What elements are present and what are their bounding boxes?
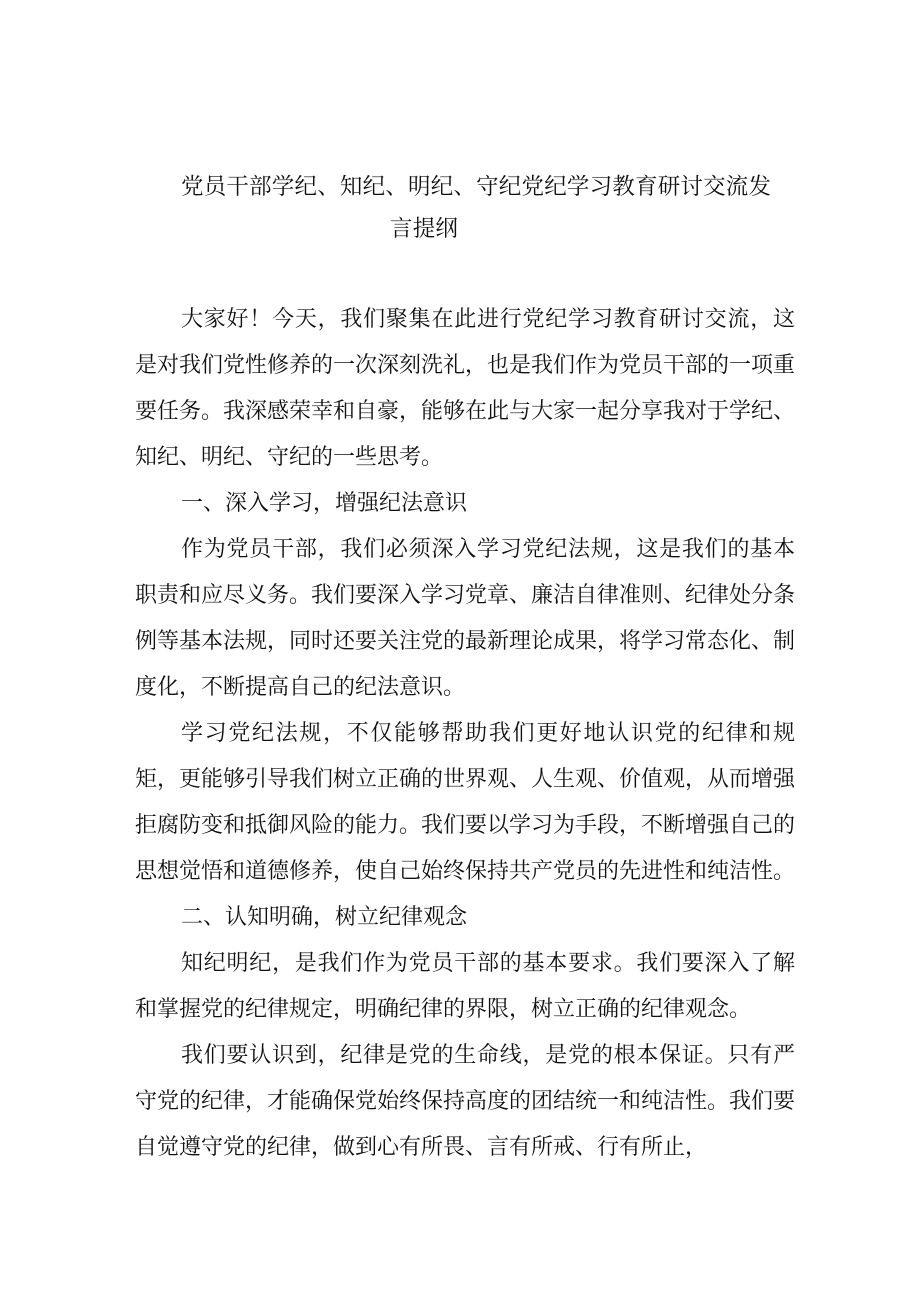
paragraph-section-1-a: 作为党员干部，我们必须深入学习党纪法规，这是我们的基本职责和应尽义务。我们要深入学习党章、廉洁自律准则、纪律处分条例等基本法规，同时还要关注党的最新理论成果，将学习常态化、制度化，不断提高自己的纪法意识。 (135, 537, 796, 700)
title-line-2: 言提纲 (390, 216, 459, 242)
paragraph-greeting: 大家好！今天，我们聚集在此进行党纪学习教育研讨交流，这是对我们党性修养的一次深刻洗礼，也是我们作为党员干部的一项重要任务。我深感荣幸和自豪，能够在此与大家一起分享我对于学纪、知纪、明纪、守纪的一些思考。 (135, 307, 796, 470)
title-line-1: 党员干部学纪、知纪、明纪、守纪党纪学习教育研讨交流发 (181, 174, 772, 200)
document-title (135, 166, 790, 250)
section-heading-2: 二、认知明确，树立纪律观念 (181, 905, 468, 930)
document-body (135, 297, 795, 1171)
paragraph-section-1-b: 学习党纪法规，不仅能够帮助我们更好地认识党的纪律和规矩，更能够引导我们树立正确的世界观、人生观、价值观，从而增强拒腐防变和抵御风险的能力。我们要以学习为手段，不断增强自己的思想觉悟和道德修养，使自己始终保持共产党员的先进性和纯洁性。 (135, 721, 796, 884)
paragraph-section-2-a: 知纪明纪，是我们作为党员干部的基本要求。我们要深入了解和掌握党的纪律规定，明确纪律的界限，树立正确的纪律观念。 (135, 951, 795, 1022)
section-heading-1: 一、深入学习，增强纪法意识 (181, 491, 468, 516)
paragraph-section-2-b: 我们要认识到，纪律是党的生命线，是党的根本保证。只有严守党的纪律，才能确保党始终保持高度的团结统一和纯洁性。我们要自觉遵守党的纪律，做到心有所畏、言有所戒、行有所止， (135, 1043, 796, 1160)
